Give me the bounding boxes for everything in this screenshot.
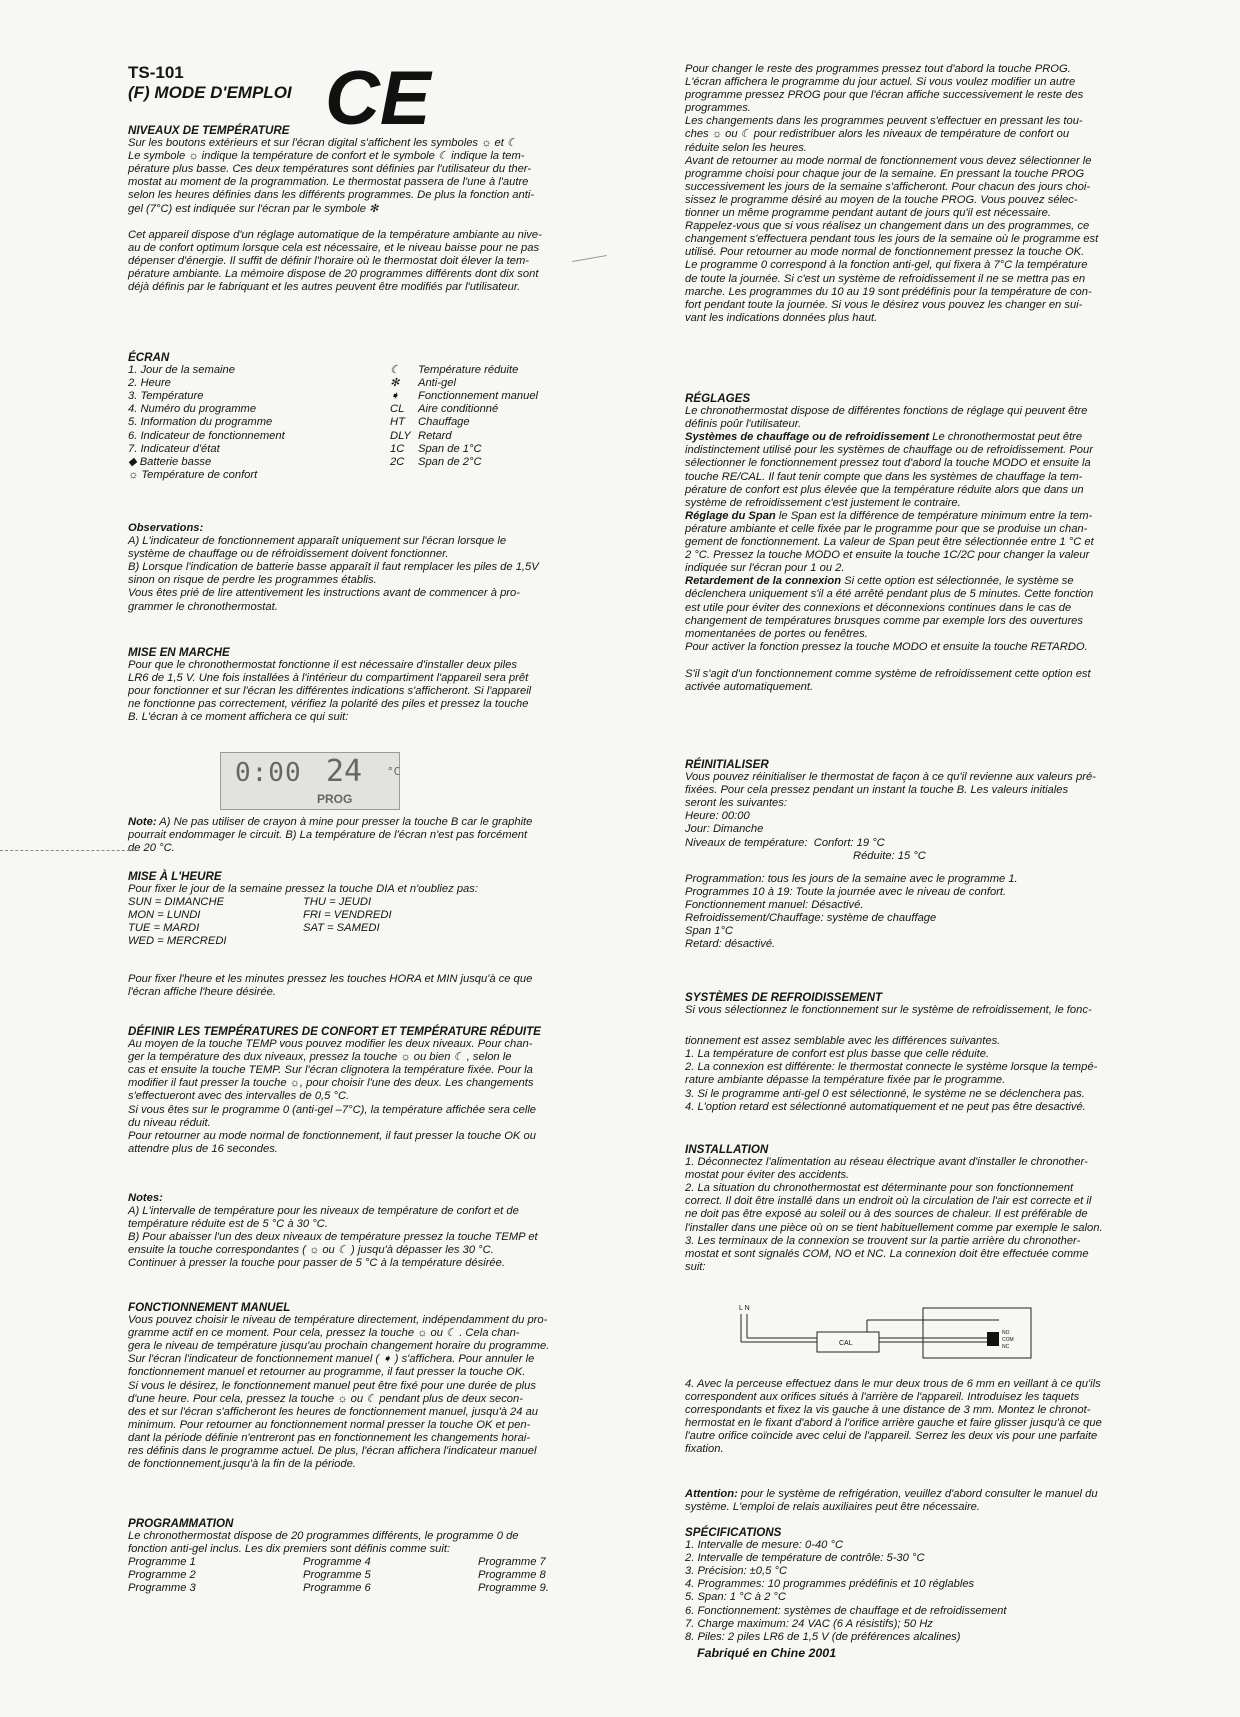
- lcd-time: 0:00: [235, 758, 302, 788]
- line: Programme 3: [128, 1582, 196, 1595]
- model-title: TS-101: [128, 63, 184, 82]
- line: 7. Charge maximum: 24 VAC (6 A résistifs); 50 Hz: [685, 1617, 933, 1630]
- line: HT: [390, 416, 405, 429]
- line: programme choisi pour chaque jour de la semaine. En pressant la touche PROG: [685, 167, 1085, 180]
- line: successivement les jours de la semaine s'afficheront. Pour chacun des jours choi-: [685, 180, 1091, 193]
- line: 2. Heure: [128, 377, 171, 390]
- paragraph: [128, 1530, 566, 1556]
- lcd-prog: PROG: [317, 792, 353, 806]
- line: B) Pour abaisser l'un des deux niveaux de température pressez la touche TEMP et: [128, 1231, 538, 1244]
- line: 1. Jour de la semaine: [128, 364, 235, 377]
- line: 5. Span: 1 °C à 2 °C: [685, 1591, 786, 1604]
- line: TUE = MARDI: [128, 922, 200, 935]
- line: Programmation: tous les jours de la semaine avec le programme 1.: [685, 872, 1018, 885]
- line: Pour fixer l'heure et les minutes pressez les touches HORA et MIN jusqu'à ce que: [128, 973, 533, 986]
- line: 2C: [390, 455, 405, 468]
- line: Les changements dans les programmes peuvent s'effectuer en pressant les tou-: [685, 115, 1083, 128]
- line: Programme 1: [128, 1556, 196, 1569]
- line: fonction anti-gel inclus. Les dix premiers sont définis comme suit:: [128, 1543, 451, 1556]
- line: rature ambiante dépasse la température fixée par le programme.: [685, 1074, 1006, 1087]
- attention-label: Attention:: [685, 1488, 738, 1500]
- line: fixation.: [685, 1443, 724, 1456]
- line: système. L'emploi de relais auxiliaires peut être nécessaire.: [685, 1501, 981, 1514]
- line: Le symbole ☼ indique la température de confort et le symbole ☾ indique la tem-: [128, 150, 525, 163]
- line: Pour retourner au mode normal de fonctionnement, il faut presser la touche OK ou: [128, 1129, 536, 1142]
- label-systemes: Systèmes de chauffage ou de refroidissement: [685, 431, 930, 444]
- programmes-grid: [128, 1556, 566, 1595]
- line: 6. Fonctionnement: systèmes de chauffage et de refroidissement: [685, 1604, 1007, 1617]
- lcd-unit: °C: [387, 765, 401, 778]
- line: fonctionnement manuel et retourner au programme, il faut presser la touche OK.: [128, 1366, 526, 1379]
- diagram-cal-label: CAL: [839, 1340, 853, 1347]
- line: fixées. Pour cela pressez pendant un instant la touche B. Les valeurs initiales: [685, 784, 1069, 797]
- line: 2. La connexion est différente: le thermostat connecte le système lorsque la tempé-: [685, 1061, 1098, 1074]
- paragraph: [128, 229, 566, 294]
- line: grammer le chronothermostat.: [128, 600, 278, 613]
- line: utilisé. Pour retourner au mode normal de fonctionnement pressez la touche OK.: [685, 246, 1085, 259]
- line: ☼ Température de confort: [128, 468, 258, 481]
- section-specifications: [685, 1526, 1125, 1660]
- line: 6. Indicateur de fonctionnement: [128, 429, 285, 442]
- section-heading: DÉFINIR LES TEMPÉRATURES DE CONFORT ET TEMPÉRATURE RÉDUITE: [128, 1025, 541, 1038]
- diagram-ln-label: L N: [739, 1305, 750, 1312]
- line: 2 °C. Pressez la touche MODO et ensuite la touche 1C/2C pour changer la valeur: [685, 549, 1090, 562]
- line: Chauffage: [418, 416, 470, 429]
- line: Cet appareil dispose d'un réglage automatique de la température ambiante au nive-: [128, 228, 542, 241]
- line: ◆ Batterie basse: [128, 455, 212, 468]
- scan-artifact-line: [0, 850, 135, 851]
- paragraph: [685, 873, 1125, 952]
- wiring-diagram: [737, 1302, 1067, 1360]
- line: changement s'effectuera pendant tous les jours de la semaine où le programme est: [685, 233, 1099, 246]
- line: 1C: [390, 442, 405, 455]
- section-heading: Notes:: [128, 1192, 163, 1204]
- line: Jour: Dimanche: [685, 823, 764, 836]
- text: pour le système de refrigération, veuillez d'abord consulter le manuel du: [737, 1488, 1098, 1500]
- scan-artifact-line: [572, 255, 607, 262]
- line: au de confort optimum lorsque cela est nécessaire, et le niveau baisse pour ne pas: [128, 241, 540, 254]
- paragraph: [685, 444, 1125, 509]
- line: mostat pour éviter des accidents.: [685, 1169, 850, 1182]
- text: Le chronothermostat peut être: [929, 431, 1083, 444]
- line: ches ☼ ou ☾ pour redistribuer alors les niveaux de température de confort ou: [685, 128, 1070, 141]
- line: pérature de confort est plus élevée que la température réduite alors que dans un: [685, 483, 1084, 496]
- line: A) L'indicateur de fonctionnement apparaît uniquement sur l'écran lorsque le: [128, 535, 507, 548]
- line: gel (7°C) est indiquée sur l'écran par le symbole ✻: [128, 202, 379, 215]
- heure-intro: Pour fixer le jour de la semaine pressez la touche DIA et n'oubliez pas:: [128, 883, 478, 896]
- line: gramme actif en ce moment. Pour cela, pressez la touche ☼ ou ☾ . Cela chan-: [128, 1327, 520, 1340]
- section-attention: [685, 1488, 1125, 1514]
- line: Le chronothermostat dispose de 20 programmes différents, le programme 0 de: [128, 1530, 519, 1543]
- ecran-labels: [418, 364, 578, 469]
- line: définis poûr l'utilisateur.: [685, 418, 802, 431]
- paragraph: [685, 1539, 1125, 1644]
- line: mostat au moment de la programmation. Le thermostat passera de l'une à l'autre: [128, 176, 529, 189]
- line: Fonctionnement manuel: Désactivé.: [685, 898, 864, 911]
- line: de toute la journée. Si c'est un système de refroidissement il ne se mettra pas en: [685, 272, 1086, 285]
- line: système de chauffage ou de réfroidissement doivent fonctionner.: [128, 548, 449, 561]
- line: sissez le programme désiré au moyen de la touche PROG. Vous pouvez sélec-: [685, 193, 1078, 206]
- line: suit:: [685, 1260, 706, 1273]
- footer-made-in: Fabriqué en Chine 2001: [697, 1645, 837, 1660]
- line: Vous pouvez choisir le niveau de température directement, indépendamment du pro-: [128, 1314, 548, 1327]
- line: Vous pouvez réinitialiser le thermostat de façon à ce qu'il revienne aux valeurs pré-: [685, 771, 1096, 784]
- paragraph: [685, 668, 1125, 694]
- line: Aire conditionné: [418, 403, 499, 416]
- line: A) L'intervalle de température pour les niveaux de température de confort et de: [128, 1205, 519, 1218]
- line: SUN = DIMANCHE: [128, 896, 225, 909]
- manual-subtitle: (F) MODE D'EMPLOI: [128, 83, 292, 102]
- paragraph: [128, 1205, 566, 1270]
- note-label: Note:: [128, 816, 157, 828]
- paragraph: [128, 1038, 566, 1156]
- paragraph: [128, 659, 566, 724]
- line: vant les indications données plus haut.: [685, 311, 878, 324]
- section-heading: Observations:: [128, 522, 204, 534]
- line: Programme 7: [478, 1556, 546, 1569]
- line: 4. L'option retard est sélectionné automatiquement et ne peut pas être desactivé.: [685, 1100, 1086, 1113]
- paragraph: [685, 63, 1125, 325]
- line: Continuer à presser la touche pour passer de 5 °C à la température désirée.: [128, 1257, 505, 1270]
- line: 3. Si le programme anti-gel 0 est sélectionné, le système ne se déclenchera pas.: [685, 1087, 1085, 1100]
- line: Sur l'écran l'indicateur de fonctionnement manuel ( ➧ ) s'affichera. Pour annuler le: [128, 1353, 535, 1366]
- line: Rappelez-vous que si vous réalisez un changement dans un des programmes, ce: [685, 220, 1090, 233]
- line: 4. Avec la perceuse effectuez dans le mur deux trous de 6 mm en veillant à ce qu'ils: [685, 1378, 1101, 1390]
- line: pérature ambiante et celle fixée par le programme pour que se produise un chan-: [685, 522, 1088, 535]
- line: Anti-gel: [418, 377, 456, 390]
- section-ecran: [128, 351, 566, 481]
- section-heading: RÉINITIALISER: [685, 758, 769, 771]
- line: tionner un même programme pendant autant de jours qu'il est nécessaire.: [685, 207, 1051, 220]
- section-heading: PROGRAMMATION: [128, 1517, 234, 1530]
- diagram-com-label: COM: [1002, 1337, 1014, 1343]
- line: B) Lorsque l'indication de batterie basse apparaît il faut remplacer les piles de 1,5V: [128, 561, 539, 574]
- ce-mark-text: CE: [325, 56, 431, 141]
- line: 8. Piles: 2 piles LR6 de 1,5 V (de préférences alcalines): [685, 1630, 961, 1643]
- line: momentanées de portes ou fenêtres.: [685, 627, 868, 640]
- line: déjà définis par le fabriquant et les autres peuvent être modifiés par l'utilisateur.: [128, 281, 521, 294]
- note-line-1: A) Ne pas utiliser de crayon à mine pour presser la touche B car le graphite: [156, 816, 533, 828]
- line: Retard: désactivé.: [685, 938, 776, 951]
- line: Le programme 0 correspond à la fonction anti-gel, qui fixera à 7°C la température: [685, 259, 1088, 272]
- line: 5. Information du programme: [128, 416, 273, 429]
- line: seront les suivantes:: [685, 797, 787, 810]
- line: correspondent aux orifices situés à l'arrière de l'appareil. Introduisez les taquets: [685, 1391, 1080, 1404]
- line: 2. La situation du chronothermostat est déterminante pour son fonctionnement: [685, 1182, 1074, 1195]
- line: indiquée sur l'écran pour 1 ou 2.: [685, 562, 845, 575]
- text: Si cette option est sélectionnée, le système se: [841, 575, 1074, 588]
- section-programmation: [128, 1517, 566, 1596]
- thermostat-box: [923, 1308, 1031, 1358]
- line: Programme 6: [303, 1582, 371, 1595]
- paragraph: [128, 1314, 566, 1471]
- line: l'écran affiche l'heure désirée.: [128, 986, 276, 999]
- line: 3. Précision: ±0,5 °C: [685, 1565, 788, 1578]
- reduite-value: Réduite: 15 °C: [853, 849, 926, 862]
- line: SAT = SAMEDI: [303, 922, 380, 935]
- line: du niveau réduit.: [128, 1116, 211, 1129]
- line: L'écran affichera le programme du jour actuel. Si vous voulez modifier un autre: [685, 76, 1076, 89]
- line: indistinctement utilisé pour les systèmes de chauffage ou de refroidissement. Pour: [685, 444, 1093, 457]
- ce-mark: [325, 56, 431, 141]
- lcd-display: [220, 752, 400, 810]
- section-reglages: [685, 392, 1125, 694]
- line: tionnement est assez semblable avec les différences suivantes.: [685, 1035, 1001, 1048]
- line: Programme 8: [478, 1569, 546, 1582]
- days-left: [128, 896, 227, 948]
- niveaux-label: Niveaux de température:: [685, 836, 808, 849]
- paragraph: [128, 973, 566, 999]
- line: MON = LUNDI: [128, 909, 201, 922]
- terminal-block: [987, 1332, 999, 1346]
- line: correct. Il doit être installé dans un endroit où la circulation de l'air est correcte et il: [685, 1195, 1092, 1208]
- line: hermostat en le fixant d'abord à l'orifice arrière gauche et faire glisser jusqu'à ce que: [685, 1417, 1102, 1430]
- line: gement de fonctionnement. La valeur de Span peut être sélectionnée entre 1 °C et: [685, 536, 1094, 549]
- line: Le chronothermostat dispose de différentes fonctions de réglage qui peuvent être: [685, 405, 1088, 418]
- line: Span de 1°C: [418, 442, 482, 455]
- line: dant la période définie n'entreront pas en fonctionnement les changements horai-: [128, 1431, 531, 1444]
- line: ensuite la touche correspondantes ( ☼ ou ☾ ) jusqu'à dépasser les 30 °C.: [128, 1244, 494, 1257]
- ecran-left-list: [128, 364, 368, 482]
- line: ✻: [390, 377, 400, 390]
- line: dépenser d'énergie. Il suffit de définir l'horaire où le thermostat doit élever la tem-: [128, 254, 530, 267]
- line: 1. La température de confort est plus basse que celle réduite.: [685, 1048, 990, 1061]
- line: ger la température des dux niveaux, pressez la touche ☼ ou bien ☾ , selon le: [128, 1051, 512, 1064]
- section-heading: MISE À L'HEURE: [128, 870, 222, 883]
- line: de fonctionnement,jusqu'à la fin de la période.: [128, 1458, 356, 1471]
- section-heading: SYSTÈMES DE REFROIDISSEMENT: [685, 991, 883, 1004]
- line: programmes.: [685, 102, 751, 115]
- section-definir: [128, 1025, 566, 1156]
- line: des et sur l'écran s'afficheront les heures de fonctionnement manuel, jusqu'à 24 au: [128, 1405, 539, 1418]
- paragraph: [128, 137, 566, 216]
- line: 3. Les terminaux de la connexion se trouvent sur la partie arrière du chronother-: [685, 1234, 1081, 1247]
- line: FRI = VENDREDI: [303, 909, 392, 922]
- line: selon les heures définies dans les différents programmes. De plus la fonction anti-: [128, 189, 535, 202]
- line: gera le niveau de température jusqu'au prochain changement horaire du programme.: [128, 1340, 550, 1353]
- line: déclenchera uniquement s'il a été arrêté pendant plus de 5 minutes. Cette fonction: [685, 588, 1094, 601]
- line: Si vous êtes sur le programme 0 (anti-gel –7°C), la température affichée sera celle: [128, 1103, 537, 1116]
- note-line-2: pourrait endommager le circuit. B) La température de l'écran n'est pas forcément: [128, 829, 528, 842]
- line: mostat et sont signalés COM, NO et NC. La connexion doit être effectuée comme: [685, 1247, 1089, 1260]
- line: Programmes 10 à 19: Toute la journée avec le niveau de confort.: [685, 885, 1007, 898]
- line: réduite selon les heures.: [685, 141, 807, 154]
- line: Retard: [418, 429, 452, 442]
- line: 4. Numéro du programme: [128, 403, 257, 416]
- section-installation: [685, 1143, 1125, 1274]
- line: Programme 2: [128, 1569, 196, 1582]
- paragraph: [685, 588, 1125, 653]
- label-span: Réglage du Span: [685, 509, 776, 522]
- section-reinitialiser: [685, 758, 1125, 951]
- days-right: [303, 896, 392, 935]
- section-notes: [128, 1192, 566, 1271]
- label-retardement: Retardement de la connexion: [685, 575, 842, 588]
- section-note: [128, 816, 566, 855]
- section-heading: FONCTIONNEMENT MANUEL: [128, 1301, 291, 1314]
- text: le Span est la différence de température minimum entre la tem-: [775, 509, 1093, 522]
- line: activée automatiquement.: [685, 680, 814, 693]
- line: Span 1°C: [685, 925, 734, 938]
- line: Programme 5: [303, 1569, 371, 1582]
- line: ☾: [390, 364, 401, 377]
- diagram-nc-label: NC: [1002, 1344, 1010, 1350]
- paragraph: [685, 1378, 1125, 1457]
- line: DLY: [390, 429, 411, 442]
- line: correspondants et fixez la vis gauche à une distance de 3 mm. Montez le chronot-: [685, 1404, 1091, 1417]
- line: pérature ambiante. La mémoire dispose de 20 programmes différents dont dix sont: [128, 267, 539, 280]
- line: 1. Intervalle de mesure: 0-40 °C: [685, 1539, 844, 1552]
- line: Pour que le chronothermostat fonctionne il est nécessaire d'installer deux piles: [128, 659, 517, 672]
- line: Refroidissement/Chauffage: système de chauffage: [685, 912, 937, 925]
- line: s'effectueront avec des intervalles de 0,5 °C.: [128, 1090, 350, 1103]
- line: WED = MERCREDI: [128, 935, 227, 948]
- section-programmes-suite: [685, 63, 1125, 325]
- line: ne doit pas être exposé au soleil ou à des sources de chaleur. Il est préférable de: [685, 1208, 1088, 1221]
- line: marche. Les programmes du 10 au 19 sont prédéfinis pour la température de con-: [685, 285, 1092, 298]
- line: pour fonctionner et sur l'écran les différentes indications s'afficheront. Si l'appareil: [128, 685, 532, 698]
- section-heading: NIVEAUX DE TEMPÉRATURE: [128, 124, 290, 137]
- section-installation-suite: [685, 1378, 1125, 1457]
- line: Si vous sélectionnez le fonctionnement sur le système de refroidissement, le fonc-: [685, 1004, 1092, 1017]
- line: 1. Déconnectez l'alimentation au réseau électrique avant d'installer le chronother-: [685, 1156, 1088, 1169]
- line: Si vous le désirez, le fonctionnement manuel peut être fixé pour une durée de plus: [128, 1379, 536, 1392]
- line: l'installer dans une pièce où on se tient habituellement comme par exemple le salon.: [685, 1221, 1103, 1234]
- line: B. L'écran à ce moment affichera ce qui suit:: [128, 711, 349, 724]
- line: température réduite est de 5 °C à 30 °C.: [128, 1218, 328, 1231]
- line: pérature plus basse. Ces deux températures sont définies par l'utilisateur du ther-: [128, 163, 532, 176]
- line: Avant de retourner au mode normal de fonctionnement vous devez sélectionner le: [685, 154, 1092, 167]
- line: Température réduite: [418, 364, 519, 377]
- line: minimum. Pour retourner au fonctionnement normal presser la touche OK et pen-: [128, 1418, 531, 1431]
- section-refroidissement: [685, 991, 1125, 1114]
- line: Span de 2°C: [418, 455, 482, 468]
- line: Pour activer la fonction pressez la touche MODO et ensuite la touche RETARDO.: [685, 640, 1088, 653]
- line: est utile pour éviter des connexions et déconnexions continues dans le cas de: [685, 601, 1072, 614]
- line: THU = JEUDI: [303, 896, 372, 909]
- section-observations: [128, 522, 566, 614]
- line: Fonctionnement manuel: [418, 390, 539, 403]
- line: sélectionner le fonctionnement pressez tout d'abord la touche MODO et ensuite la: [685, 457, 1091, 470]
- line: Heure: 00:00: [685, 810, 750, 823]
- paragraph: [685, 1501, 1125, 1514]
- line: l'autre orifice coïncide avec celui de l'appareil. Serrez les deux vis pour une parfaite: [685, 1430, 1098, 1443]
- section-niveaux: [128, 124, 566, 294]
- paragraph: [685, 523, 1125, 575]
- section-heading: RÉGLAGES: [685, 392, 751, 405]
- line: CL: [390, 403, 405, 416]
- paragraph: [685, 1035, 1125, 1114]
- line: changement de températures brusques comme par exemple lors des ouvertures: [685, 614, 1083, 627]
- line: 7. Indicateur d'état: [128, 442, 220, 455]
- line: ➧: [390, 390, 400, 403]
- line: res définis dans le programme actuel. De plus, l'écran affichera l'indicateur manuel: [128, 1445, 537, 1458]
- line: programme pressez PROG pour que l'écran affiche successivement le reste des: [685, 89, 1084, 102]
- paragraph: [685, 1156, 1125, 1274]
- paragraph: [685, 405, 1125, 431]
- line: sinon on risque de perdre les programmes établis.: [128, 574, 377, 587]
- paragraph: [685, 1004, 1125, 1017]
- section-manuel: [128, 1301, 566, 1471]
- line: Pour changer le reste des programmes pressez tout d'abord la touche PROG.: [685, 63, 1071, 75]
- diagram-no-label: NO: [1002, 1330, 1010, 1336]
- line: d'une heure. Pour cela, pressez la touche ☼ ou ☾ pendant plus de deux secon-: [128, 1392, 523, 1405]
- line: fort pendant toute la journée. Si vous le désirez vous pouvez les changer en sui-: [685, 298, 1083, 311]
- line: système de refroidissement c'est justement le contraire.: [685, 496, 961, 509]
- line: touche RE/CAL. Il faut tenir compte que dans les systèmes de chauffage la tem-: [685, 470, 1083, 483]
- line: ne fonctionne pas correctement, vérifiez la polarité des piles et pressez la touche: [128, 698, 529, 711]
- section-heading: SPÉCIFICATIONS: [685, 1526, 782, 1539]
- line: Sur les boutons extérieurs et sur l'écran digital s'affichent les symboles ☼ et ☾: [128, 137, 517, 150]
- confort-value: Confort: 19 °C: [813, 836, 885, 849]
- section-heading: MISE EN MARCHE: [128, 646, 230, 659]
- line: LR6 de 1,5 V. Une fois installées à l'intérieur du compartiment l'appareil sera prêt: [128, 672, 529, 685]
- paragraph: [128, 535, 566, 614]
- section-heure: [128, 870, 566, 999]
- line: cas et ensuite la touche TEMP. Sur l'écran clignotera la température fixée. Pour la: [128, 1064, 533, 1077]
- line: Vous êtes prié de lire attentivement les instructions avant de commencer à pro-: [128, 587, 520, 600]
- note-line-3: de 20 °C.: [128, 842, 175, 855]
- paragraph: [685, 771, 1125, 836]
- line: 2. Intervalle de température de contrôle: 5-30 °C: [685, 1552, 925, 1565]
- line: S'il s'agit d'un fonctionnement comme système de refroidissement cette option est: [685, 667, 1091, 680]
- line: 4. Programmes: 10 programmes prédéfinis et 10 réglables: [685, 1578, 975, 1591]
- line: attendre plus de 16 secondes.: [128, 1142, 278, 1155]
- section-heading: INSTALLATION: [685, 1143, 769, 1156]
- line: Au moyen de la touche TEMP vous pouvez modifier les deux niveaux. Pour chan-: [128, 1038, 533, 1051]
- line: Programme 9.: [478, 1582, 549, 1595]
- section-mise-en-marche: [128, 646, 566, 725]
- line: Programme 4: [303, 1556, 371, 1569]
- line: 3. Température: [128, 390, 204, 403]
- lcd-temperature: 24: [326, 754, 363, 789]
- section-heading: ÉCRAN: [128, 351, 170, 364]
- line: modifier il faut presser la touche ☼, pour choisir l'une des deux. Les changements: [128, 1077, 534, 1090]
